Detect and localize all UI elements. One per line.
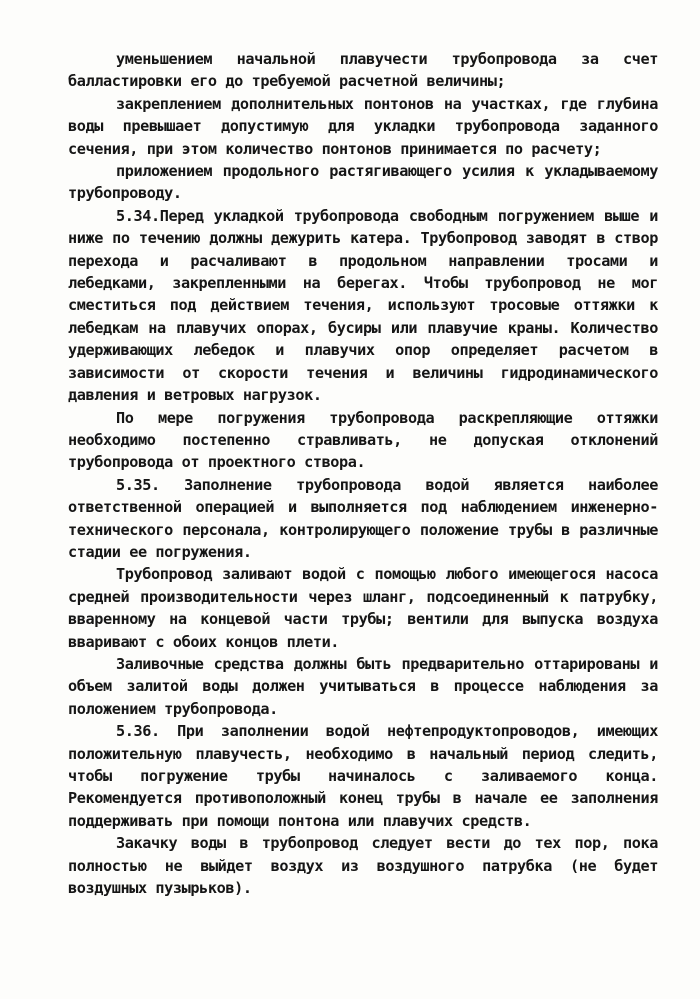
- document-body: [68, 48, 658, 899]
- section-5-35: 5.35. Заполнение трубопровода водой является наиболее ответственной операцией и выполняется под наблюдением инженерно-технического персонала, контролирующего положение трубы в различные стадии ее погружения.: [68, 475, 658, 561]
- section-5-34: 5.34.Перед укладкой трубопровода свободным погружением выше и ниже по течению должны дежурить катера. Трубопровод заводят в створ перехода и расчаливают в продольном направлении тросами и лебедками, закрепленными на берегах. Чтобы трубопровод не мог сместиться под действием течения, используют тросовые оттяжки к лебедкам на плавучих опорах, бусиры или плавучие краны. Количество удерживающих лебедок и плавучих опор определяет расчетом в зависимости от скорости течения и величины гидродинамического давления и ветровых нагрузок.: [68, 206, 658, 405]
- paragraph-7: Трубопровод заливают водой с помощью любого имеющегося насоса средней производительности через шланг, подсоединенный к патрубку, вваренному на концевой части трубы; вентили для выпуска воздуха вваривают с обоих концов плети.: [68, 565, 658, 651]
- paragraph-3: приложением продольного растягивающего усилия к укладываемому трубопроводу.: [68, 162, 658, 203]
- paragraph-8: Заливочные средства должны быть предварительно оттарированы и объем залитой воды должен учитываться в процессе наблюдения за положением трубопровода.: [68, 654, 658, 718]
- section-5-36: 5.36. При заполнении водой нефтепродуктопроводов, имеющих положительную плавучесть, необходимо в начальный период следить, чтобы погружение трубы начиналось с заливаемого конца. Рекомендуется противоположный конец трубы в начале ее заполнения поддерживать при помощи понтона или плавучих средств.: [68, 722, 658, 830]
- paragraph-1: уменьшением начальной плавучести трубопровода за счет балластировки его до требуемой расчетной величины;: [68, 50, 658, 91]
- paragraph-5: По мере погружения трубопровода раскрепляющие оттяжки необходимо постепенно стравливать, не допуская отклонений трубопровода от проектного створа.: [68, 408, 658, 472]
- paragraph-10: Закачку воды в трубопровод следует вести до тех пор, пока полностью не выйдет воздух из воздушного патрубка (не будет воздушных пузырьков).: [68, 834, 658, 898]
- paragraph-2: закреплением дополнительных понтонов на участках, где глубина воды превышает допустимую для укладки трубопровода заданного сечения, при этом количество понтонов принимается по расчету;: [68, 94, 658, 158]
